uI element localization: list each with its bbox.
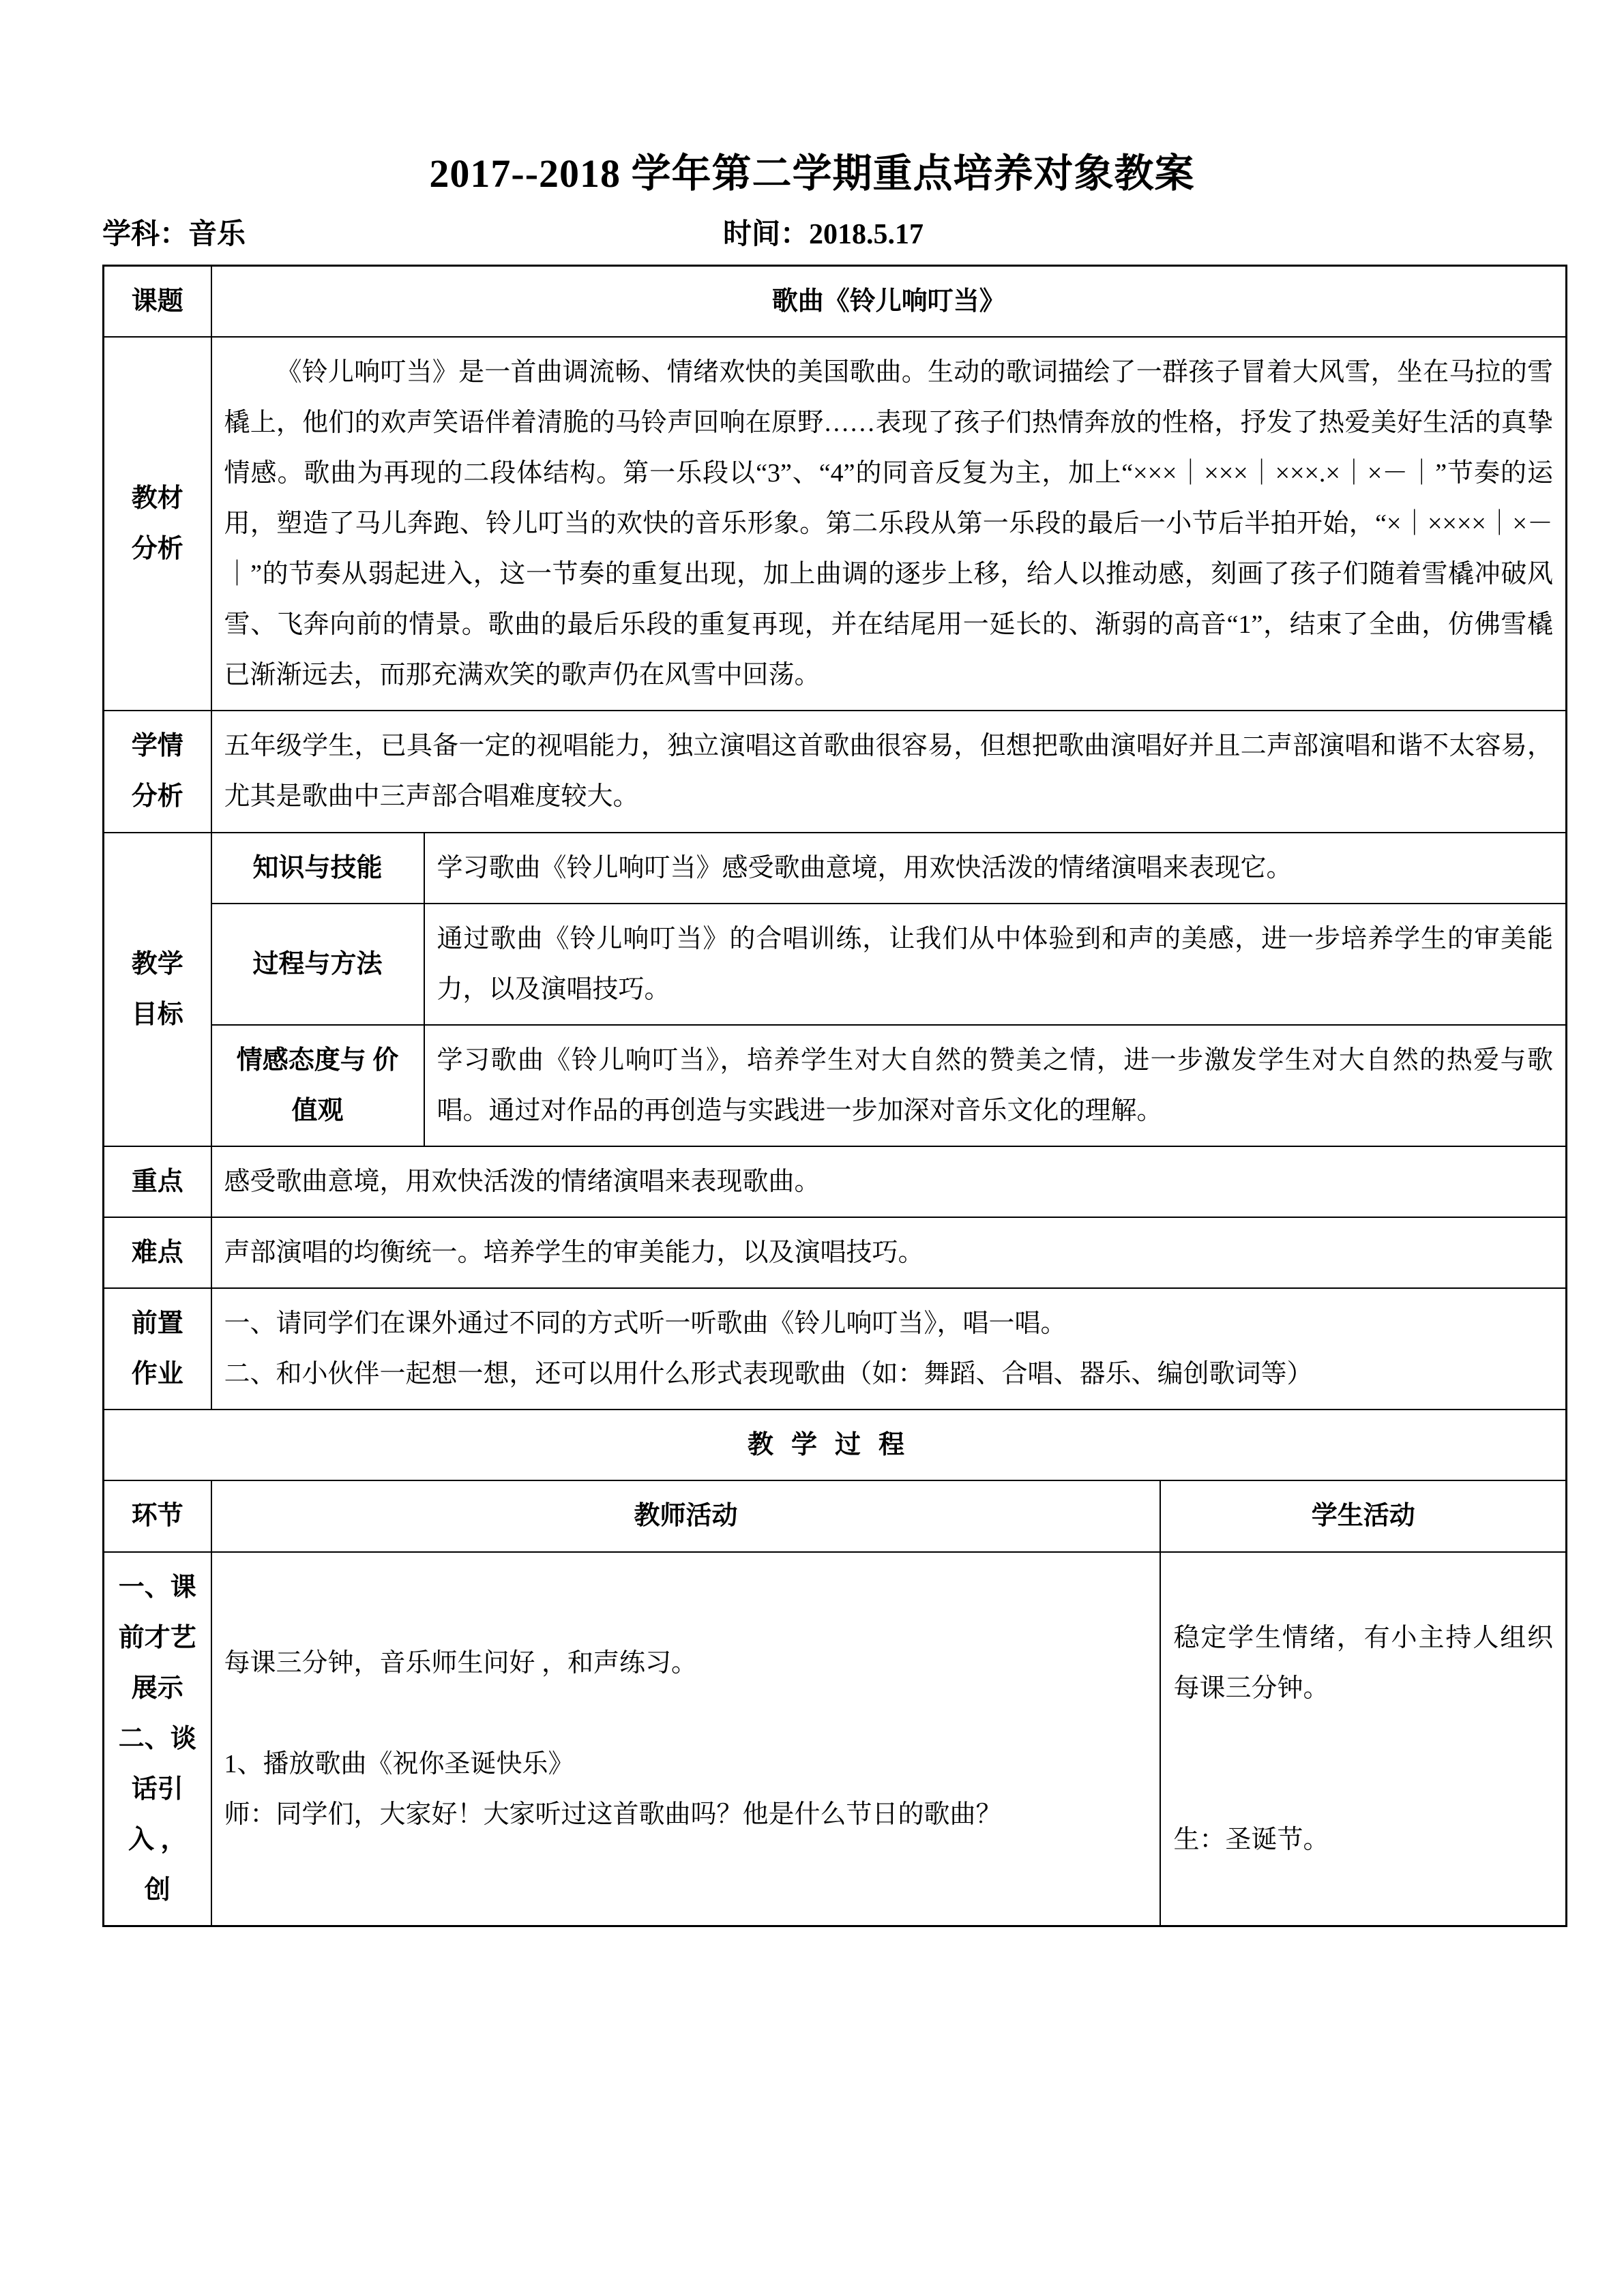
process-stage-line-1: 一、课 [118, 1572, 196, 1602]
table-row-objective-knowledge [104, 833, 1567, 904]
key-point-text [211, 1146, 1567, 1217]
material-analysis-label-line1: 教材 [131, 483, 183, 513]
process-header-stage: 环节 [104, 1480, 211, 1551]
objective-process-sublabel: 过程与方法 [211, 904, 424, 1025]
key-point-label: 重点 [104, 1146, 211, 1217]
student-analysis-text [211, 711, 1567, 832]
lesson-plan-table [102, 265, 1567, 1928]
pre-homework-item-1: 一、请同学们在课外通过不同的方式听一听歌曲《铃儿响叮当》，唱一唱。 [224, 1309, 1067, 1339]
process-student-spacer-b [1173, 1764, 1553, 1815]
table-row-material-analysis [104, 337, 1567, 711]
pre-homework-label-line1: 前置 [131, 1309, 183, 1339]
difficulty-paragraph: 声部演唱的均衡统一。培养学生的审美能力，以及演唱技巧。 [224, 1238, 924, 1268]
difficulty-label: 难点 [104, 1217, 211, 1288]
objective-attitude-text [424, 1025, 1567, 1146]
objective-attitude-sublabel [211, 1025, 424, 1146]
objective-attitude-paragraph: 学习歌曲《铃儿响叮当》，培养学生对大自然的赞美之情，进一步激发学生对大自然的热爱与歌唱。通过对作品的再创造与实践进一步加深对音乐文化的理解。 [437, 1045, 1553, 1125]
table-row-objective-process [104, 904, 1567, 1025]
process-teacher-spacer [224, 1688, 1148, 1739]
table-row-difficulty [104, 1217, 1567, 1288]
process-stage-line-5: 话引 [131, 1774, 183, 1804]
objective-process-text [424, 904, 1567, 1025]
topic-label: 课题 [104, 265, 211, 337]
table-row-process-header [104, 1480, 1567, 1551]
student-analysis-paragraph: 五年级学生，已具备一定的视唱能力，独立演唱这首歌曲很容易，但想把歌曲演唱好并且二声部演唱和谐不太容易，尤其是歌曲中三声部合唱难度较大。 [224, 732, 1553, 811]
process-stage-line-3: 展示 [131, 1673, 183, 1703]
page-title: 2017--2018 学年第二学期重点培养对象教案 [429, 151, 1195, 196]
key-point-paragraph: 感受歌曲意境，用欢快活泼的情绪演唱来表现歌曲。 [224, 1167, 821, 1196]
meta-line [0, 215, 1624, 260]
objective-process-paragraph: 通过歌曲《铃儿响叮当》的合唱训练，让我们从中体验到和声的美感，进一步培养学生的审美能力，以及演唱技巧。 [437, 924, 1553, 1004]
material-analysis-paragraph: 《铃儿响叮当》是一首曲调流畅、情绪欢快的美国歌曲。生动的歌词描绘了一群孩子冒着大风雪，坐在马拉的雪橇上，他们的欢声笑语伴着清脆的马铃声回响在原野……表现了孩子们热情奔放的性格，抒发了热爱美好生活的真挚情感。歌曲为再现的二段体结构。第一乐段以“3”、“4”的同音反复为主，加上“×××｜×××｜×××.×｜×－｜”节奏的运用，塑造了马儿奔跑、铃儿叮当的欢快的音乐形象。第二乐段从第一乐段的最后一小节后半拍开始，“×｜××××｜×－｜”的节奏从弱起进入，这一节奏的重复出现，加上曲调的逐步上移，给人以推动感，刻画了孩子们随着雪橇冲破风雪、飞奔向前的情景。歌曲的最后乐段的重复再现，并在结尾用一延长的、渐弱的高音“1”，结束了全曲，仿佛雪橇已渐渐远去，而那充满欢笑的歌声仍在风雪中回荡。 [224, 357, 1553, 690]
student-analysis-label-line2: 分析 [131, 782, 183, 811]
material-analysis-label-line2: 分析 [131, 535, 183, 564]
objective-knowledge-sublabel: 知识与技能 [211, 833, 424, 904]
objective-knowledge-text [424, 833, 1567, 904]
subject-label: 学科：音乐 [102, 218, 246, 250]
process-student-line-1: 稳定学生情绪，有小主持人组织每课三分钟。 [1173, 1623, 1553, 1703]
process-header-teacher: 教师活动 [211, 1480, 1161, 1551]
objective-knowledge-paragraph: 学习歌曲《铃儿响叮当》感受歌曲意境，用欢快活泼的情绪演唱来表现它。 [437, 853, 1293, 882]
process-stage-line-6: 入 ，创 [128, 1825, 187, 1905]
table-row-pre-homework [104, 1288, 1567, 1410]
table-row-key-point [104, 1146, 1567, 1217]
process-stage-cell [104, 1552, 211, 1926]
process-teacher-line-1: 每课三分钟，音乐师生问好 ，和声练习。 [224, 1648, 698, 1678]
objective-attitude-sublabel-line1: 情感态度与 [236, 1045, 366, 1075]
student-analysis-label [104, 711, 211, 832]
table-row-process-banner [104, 1410, 1567, 1480]
table-row-objective-attitude [104, 1025, 1567, 1146]
difficulty-text [211, 1217, 1567, 1288]
process-student-line-2: 生：圣诞节。 [1173, 1825, 1329, 1854]
process-teacher-line-3: 师：同学们，大家好！大家听过这首歌曲吗？他是什么节日的歌曲？ [224, 1800, 1002, 1829]
pre-homework-label [104, 1288, 211, 1410]
pre-homework-text [211, 1288, 1567, 1410]
pre-homework-item-2: 二、和小伙伴一起想一想，还可以用什么形式表现歌曲（如：舞蹈、合唱、器乐、编创歌词等） [224, 1360, 1313, 1389]
process-teacher-line-2: 1、播放歌曲《祝你圣诞快乐》 [224, 1749, 574, 1778]
process-student-spacer-a [1173, 1714, 1553, 1764]
objectives-label-line2: 目标 [131, 1000, 183, 1029]
process-header-student: 学生活动 [1160, 1480, 1566, 1551]
pre-homework-label-line2: 作业 [131, 1360, 183, 1389]
table-row-process-body [104, 1552, 1567, 1926]
student-analysis-label-line1: 学情 [131, 732, 183, 761]
table-row-topic [104, 265, 1567, 337]
process-teacher-cell [211, 1552, 1161, 1926]
process-banner-label: 教学过程 [104, 1410, 1567, 1480]
topic-value: 歌曲《铃儿响叮当》 [211, 265, 1567, 337]
process-student-cell [1160, 1552, 1566, 1926]
objectives-label-line1: 教学 [131, 949, 183, 979]
date-label: 时间：2018.5.17 [723, 218, 924, 250]
process-stage-line-4: 二、谈 [118, 1724, 196, 1753]
process-stage-line-2: 前才艺 [118, 1623, 196, 1652]
objectives-label [104, 833, 211, 1146]
material-analysis-label [104, 337, 211, 711]
material-analysis-text [211, 337, 1567, 711]
objective-attitude-sublabel-line2: 价值观 [291, 1045, 399, 1125]
table-row-student-analysis [104, 711, 1567, 832]
